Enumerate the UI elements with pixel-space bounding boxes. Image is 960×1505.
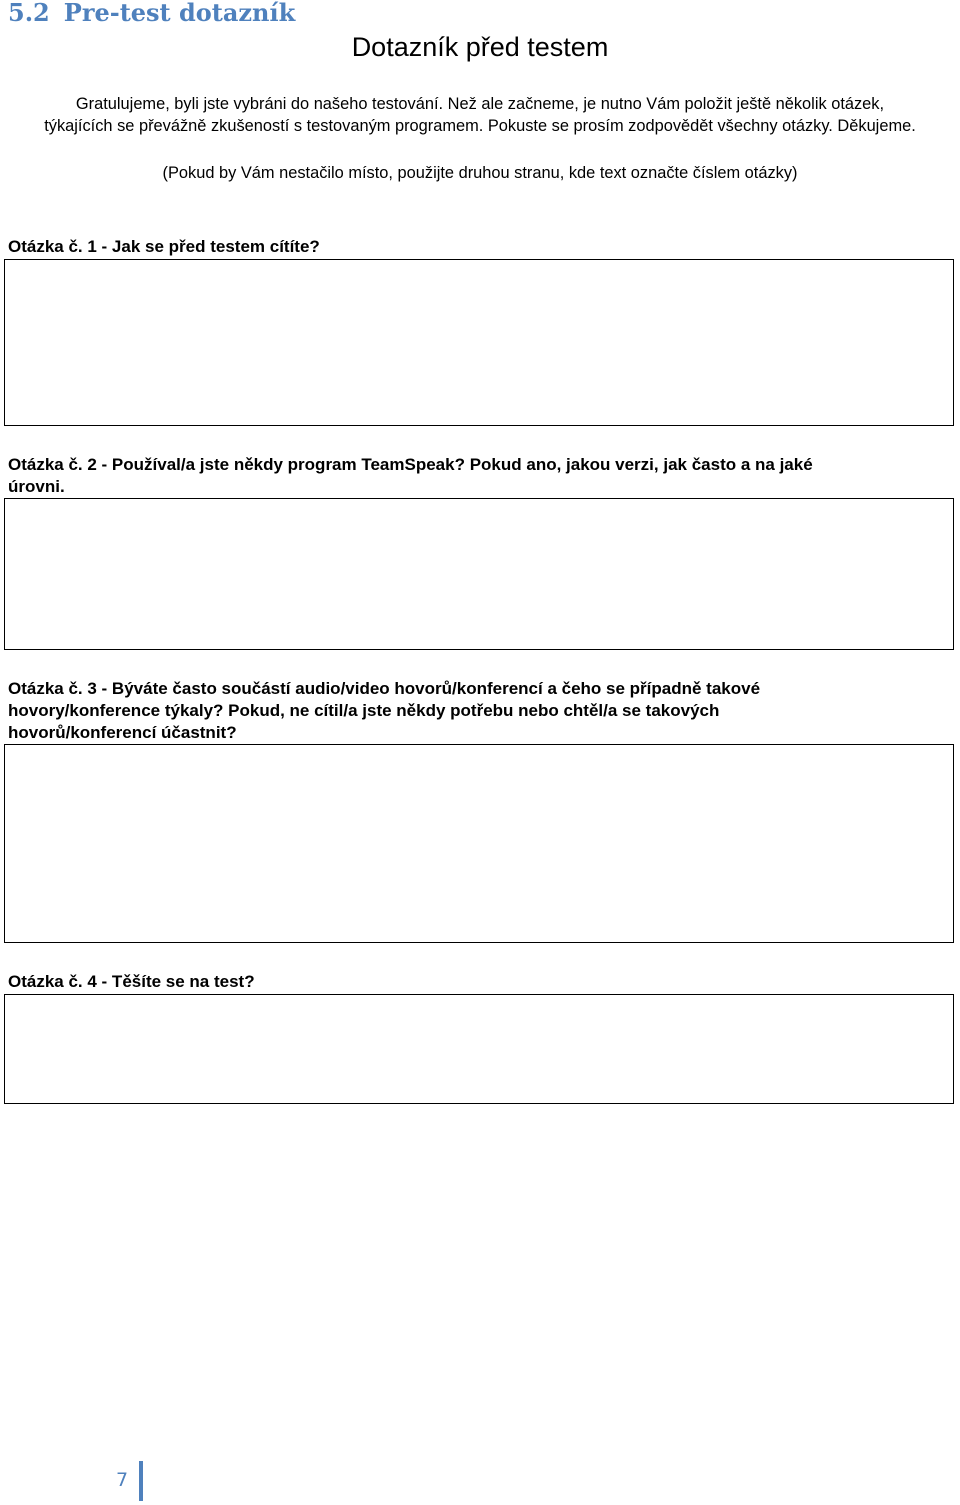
question-3-line: Otázka č. 3 - Býváte často součástí audio/video hovorů/konferencí a čeho se případně takové: [8, 679, 761, 698]
intro-line: týkajících se převážně zkušeností s testovaným programem. Pokuste se prosím zodpovědět všechny otázky. Děkujeme.: [44, 117, 916, 135]
question-1-label: [8, 236, 320, 258]
answer-box-2[interactable]: [4, 498, 954, 650]
question-3-line: hovory/konference týkaly? Pokud, ne cítil/a jste někdy potřebu nebo chtěl/a se takových: [8, 701, 720, 720]
question-3-label: [8, 678, 760, 744]
section-title: Pre-test dotazník: [63, 0, 296, 27]
question-2-line: úrovni.: [8, 477, 65, 496]
question-1-line: Otázka č. 1 - Jak se před testem cítíte?: [8, 237, 320, 256]
intro-line: Gratulujeme, byli jste vybráni do našeho testování. Než ale začneme, je nutno Vám položit ještě několik otázek,: [75, 95, 885, 113]
page-number: 7: [116, 1469, 129, 1491]
answer-box-4[interactable]: [4, 994, 954, 1104]
question-4-line: Otázka č. 4 - Těšíte se na test?: [8, 972, 255, 991]
question-2-line: Otázka č. 2 - Používal/a jste někdy program TeamSpeak? Pokud ano, jakou verzi, jak často a na jaké: [8, 455, 813, 474]
intro-paragraph: [8, 93, 952, 137]
answer-box-1[interactable]: [4, 259, 954, 426]
section-number: 5.2: [8, 0, 50, 27]
answer-box-3[interactable]: [4, 744, 954, 943]
section-heading: [8, 0, 295, 27]
page-number-bar: [139, 1461, 143, 1501]
space-note: (Pokud by Vám nestačilo místo, použijte druhou stranu, kde text označte číslem otázky): [162, 164, 798, 182]
question-2-label: [8, 454, 813, 498]
question-4-label: [8, 971, 255, 993]
question-3-line: hovorů/konferencí účastnit?: [8, 723, 237, 742]
document-title: Dotazník před testem: [351, 32, 609, 62]
